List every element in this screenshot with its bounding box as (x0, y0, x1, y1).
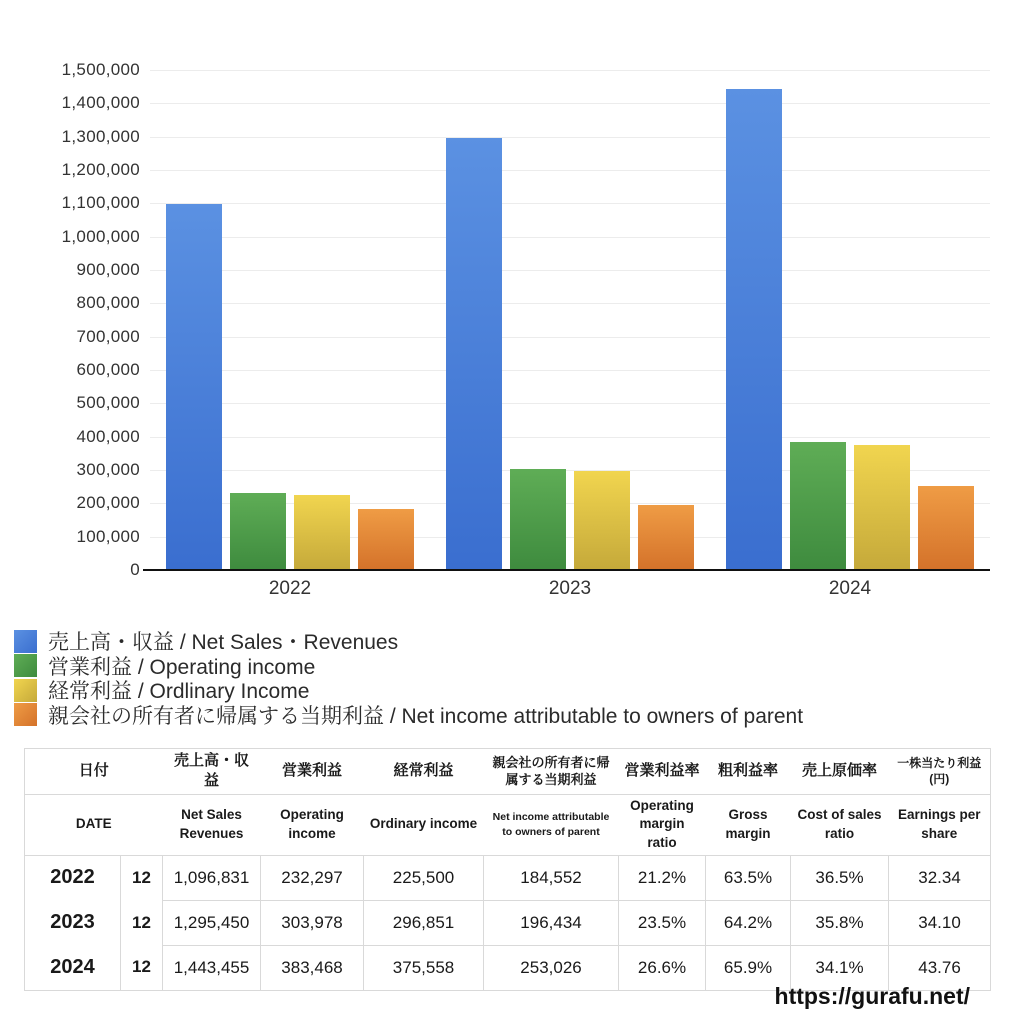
x-axis-line (143, 569, 990, 571)
financial-table (24, 748, 991, 991)
x-axis-label: 2023 (548, 578, 592, 599)
column-header-ja: 経常利益 (364, 749, 484, 795)
legend-color-swatch (14, 654, 37, 677)
cell-value: 26.6% (619, 945, 706, 990)
table-row (25, 900, 991, 945)
cell-value: 23.5% (619, 900, 706, 945)
bar (854, 445, 910, 570)
legend-color-swatch (14, 630, 37, 653)
cell-month: 12 (121, 945, 163, 990)
legend-item (14, 703, 803, 728)
y-axis-tick-label: 600,000 (76, 360, 140, 379)
cell-value: 63.5% (706, 855, 791, 900)
bar (574, 471, 630, 570)
y-axis-tick-label: 1,400,000 (61, 93, 140, 113)
y-axis-tick-label: 700,000 (76, 326, 140, 346)
cell-value: 225,500 (364, 855, 484, 900)
table-row (25, 855, 991, 900)
bar-group-2023 (430, 70, 710, 570)
column-header-en: Cost of sales ratio (791, 794, 889, 855)
x-axis-label: 2024 (828, 578, 872, 599)
legend-label: 経常利益 / Ordlinary Income (48, 680, 310, 704)
cell-value: 64.2% (706, 900, 791, 945)
cell-month: 12 (121, 855, 163, 900)
column-header-en: DATE (25, 794, 163, 855)
cell-value: 36.5% (791, 855, 889, 900)
bar (358, 509, 414, 571)
column-header-en: Operating margin ratio (619, 794, 706, 855)
cell-year: 2023 (50, 911, 95, 933)
y-axis-tick-label: 1,200,000 (61, 160, 140, 179)
y-axis-tick-label: 400,000 (76, 426, 140, 446)
bar (230, 493, 286, 570)
legend-label: 営業利益 / Operating income (48, 655, 316, 679)
cell-value: 1,295,450 (163, 900, 261, 945)
legend-label: 親会社の所有者に帰属する当期利益 / Net income attributable to owners of parent (48, 704, 804, 728)
bar (510, 469, 566, 570)
column-header-en: Net income attributable to owners of parent (484, 794, 619, 855)
cell-value: 253,026 (484, 945, 619, 990)
y-axis-tick-label: 100,000 (76, 526, 140, 546)
y-axis-tick-label: 500,000 (76, 393, 140, 413)
cell-value: 65.9% (706, 945, 791, 990)
bar (638, 505, 694, 571)
column-header-ja: 粗利益率 (706, 749, 791, 795)
y-axis-tick-label: 300,000 (76, 460, 140, 479)
column-header-ja: 営業利益率 (619, 749, 706, 795)
bar-group-2022 (150, 70, 430, 570)
plot-area (150, 70, 990, 570)
y-axis-tick-label: 1,500,000 (61, 60, 140, 79)
y-axis-tick-label: 1,100,000 (61, 193, 140, 213)
column-header-en: Net Sales Revenues (163, 794, 261, 855)
bar (446, 138, 502, 570)
column-header-en: Gross margin (706, 794, 791, 855)
cell-value: 32.34 (889, 855, 991, 900)
column-header-ja: 日付 (25, 749, 163, 795)
bar (294, 495, 350, 570)
bar (726, 89, 782, 570)
cell-value: 34.10 (889, 900, 991, 945)
column-header-ja: 一株当たり利益(円) (889, 749, 991, 795)
legend-label: 売上高・収益 / Net Sales・Revenues (48, 631, 399, 655)
column-header-ja: 売上高・収益 (163, 749, 261, 795)
cell-value: 383,468 (261, 945, 364, 990)
column-header-ja: 売上原価率 (791, 749, 889, 795)
x-axis-label: 2022 (268, 578, 312, 599)
cell-value: 21.2% (619, 855, 706, 900)
cell-year: 2024 (50, 955, 95, 978)
column-header-ja: 親会社の所有者に帰属する当期利益 (484, 749, 619, 795)
cell-value: 375,558 (364, 945, 484, 990)
bar (790, 442, 846, 570)
cell-value: 35.8% (791, 900, 889, 945)
cell-value: 184,552 (484, 855, 619, 900)
bar-chart (0, 60, 1010, 610)
cell-month: 12 (121, 900, 163, 945)
cell-value: 1,443,455 (163, 945, 261, 990)
cell-year: 2022 (50, 866, 95, 889)
y-axis-tick-label: 1,000,000 (61, 226, 140, 246)
column-header-en: Earnings per share (889, 794, 991, 855)
cell-value: 296,851 (364, 900, 484, 945)
cell-value: 1,096,831 (163, 855, 261, 900)
table-header-row-ja (25, 749, 991, 795)
y-axis-tick-label: 900,000 (76, 260, 140, 279)
legend-color-swatch (14, 703, 37, 726)
cell-value: 43.76 (889, 945, 991, 990)
column-header-ja: 営業利益 (261, 749, 364, 795)
column-header-en: Ordinary income (364, 794, 484, 855)
cell-value: 303,978 (261, 900, 364, 945)
bar-group-2024 (710, 70, 990, 570)
cell-value: 196,434 (484, 900, 619, 945)
legend (14, 629, 803, 727)
legend-color-swatch (14, 679, 37, 702)
footer (775, 983, 970, 1010)
cell-value: 232,297 (261, 855, 364, 900)
y-axis-tick-label: 800,000 (76, 293, 140, 313)
bar (918, 486, 974, 570)
table-header-row-en (25, 794, 991, 855)
footer-url-link[interactable]: https://gurafu.net/ (774, 983, 970, 1009)
bar (166, 204, 222, 570)
column-header-en: Operating income (261, 794, 364, 855)
y-axis-tick-label: 200,000 (76, 493, 140, 513)
y-axis-tick-label: 1,300,000 (61, 126, 140, 146)
y-axis-tick-label: 0 (130, 560, 140, 579)
cell-value: 34.1% (791, 945, 889, 990)
